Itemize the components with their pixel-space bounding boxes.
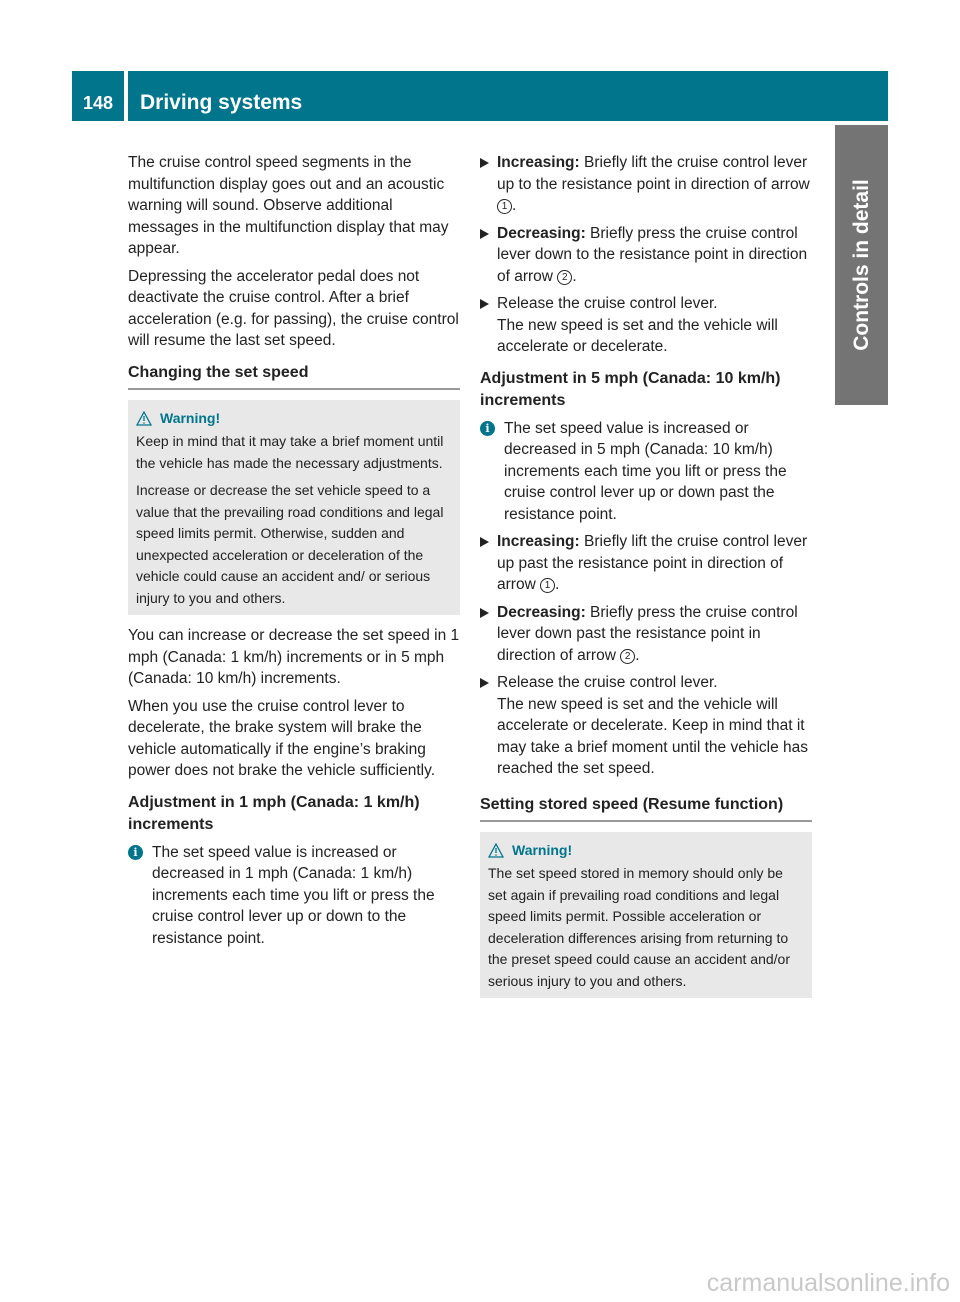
warning-text: The set speed stored in memory should only be set again if prevailing road conditions and legal speed limits permit. Possible acceleration or deceleration differences arising from returning to the preset speed could cause an accident and/or serious injury to you and others. bbox=[488, 865, 790, 989]
step-arrow-icon bbox=[480, 158, 489, 168]
warning-text: Increase or decrease the set vehicle speed to a value that the prevailing road conditions and legal speed limits permit. Otherwise, sudden and unexpected acceleration or deceleration of the vehicle could cause an accident and/ or serious injury to you and others. bbox=[136, 482, 444, 606]
warning-text: Keep in mind that it may take a brief moment until the vehicle has made the necessary adjustments. bbox=[136, 433, 444, 471]
step-end: . bbox=[555, 576, 560, 593]
step-arrow-icon bbox=[480, 299, 489, 309]
header-divider bbox=[124, 71, 128, 121]
subsection-heading: Adjustment in 1 mph (Canada: 1 km/h) increments bbox=[128, 793, 420, 833]
step-text: Briefly lift the cruise control lever up past the resistance point in direction of arrow bbox=[497, 533, 808, 593]
watermark: carmanualsonline.info bbox=[706, 1269, 950, 1297]
info-note bbox=[480, 418, 812, 526]
step-item bbox=[480, 672, 812, 780]
step-label: Decreasing: bbox=[497, 224, 586, 242]
step-item bbox=[480, 293, 812, 358]
step-text: Briefly press the cruise control lever down to the resistance point in direction of arrow bbox=[497, 224, 808, 285]
left-column bbox=[128, 152, 460, 955]
step-end: . bbox=[635, 646, 640, 664]
step-result: The new speed is set and the vehicle will accelerate or decelerate. Keep in mind that it may take a brief moment until the vehicle has reached the set speed. bbox=[497, 695, 809, 777]
section-heading: Changing the set speed bbox=[128, 362, 460, 390]
warning-title bbox=[488, 840, 804, 862]
step-item bbox=[480, 152, 812, 217]
warning-title-text: Warning! bbox=[160, 409, 221, 426]
step-item bbox=[480, 531, 812, 596]
step-arrow-icon bbox=[480, 229, 489, 239]
step-text: Briefly press the cruise control lever down past the resistance point in direction of arrow bbox=[497, 603, 798, 664]
info-note bbox=[128, 842, 460, 950]
info-text: The set speed value is increased or decreased in 5 mph (Canada: 10 km/h) increments each time you lift or press the cruise control lever up or down past the resistance point. bbox=[504, 419, 787, 523]
paragraph: The cruise control speed segments in the multifunction display goes out and an acoustic warning will sound. Observe additional messages in the multifunction display that may appear. bbox=[128, 154, 449, 257]
warning-triangle-icon bbox=[136, 411, 152, 426]
circled-number-icon: 1 bbox=[540, 578, 555, 593]
step-result: The new speed is set and the vehicle will accelerate or decelerate. bbox=[497, 316, 778, 355]
circled-number-icon: 1 bbox=[497, 199, 512, 214]
info-icon: i bbox=[480, 421, 495, 436]
warning-title-text: Warning! bbox=[512, 841, 573, 858]
step-text: Release the cruise control lever. bbox=[497, 295, 718, 312]
step-arrow-icon bbox=[480, 678, 489, 688]
step-item bbox=[480, 223, 812, 288]
step-end: . bbox=[572, 267, 577, 285]
chapter-tab bbox=[835, 125, 888, 405]
circled-number-icon: 2 bbox=[557, 270, 572, 285]
step-arrow-icon bbox=[480, 537, 489, 547]
warning-triangle-icon bbox=[488, 843, 504, 858]
paragraph: When you use the cruise control lever to decelerate, the brake system will brake the vehicle automatically if the engine’s braking power does not brake the vehicle sufficiently. bbox=[128, 697, 436, 779]
step-label: Increasing: bbox=[497, 154, 580, 171]
page-number: 148 bbox=[82, 93, 114, 113]
warning-box bbox=[480, 832, 812, 999]
step-label: Decreasing: bbox=[497, 603, 586, 621]
warning-title bbox=[136, 408, 452, 430]
info-icon: i bbox=[128, 845, 143, 860]
step-item bbox=[480, 602, 812, 667]
chapter-tab-label: Controls in detail bbox=[849, 179, 873, 351]
step-text: Release the cruise control lever. bbox=[497, 674, 718, 691]
paragraph: Depressing the accelerator pedal does not deactivate the cruise control. After a brief acceleration (e.g. for passing), the cruise control will resume the last set speed. bbox=[128, 267, 459, 349]
circled-number-icon: 2 bbox=[620, 649, 635, 664]
right-column bbox=[480, 152, 812, 1008]
step-arrow-icon bbox=[480, 608, 489, 618]
paragraph: You can increase or decrease the set speed in 1 mph (Canada: 1 km/h) increments or in 5 mph (Canada: 10 km/h) increments. bbox=[128, 627, 460, 687]
info-text: The set speed value is increased or decreased in 1 mph (Canada: 1 km/h) increments each time you lift or press the cruise control lever up or down to the resistance point. bbox=[152, 843, 435, 947]
page-header bbox=[72, 71, 888, 121]
step-label: Increasing: bbox=[497, 533, 580, 550]
step-end: . bbox=[512, 197, 517, 214]
section-heading: Setting stored speed (Resume function) bbox=[480, 794, 812, 822]
warning-box bbox=[128, 400, 460, 616]
subsection-heading: Adjustment in 5 mph (Canada: 10 km/h) increments bbox=[480, 369, 781, 409]
step-text: Briefly lift the cruise control lever up to the resistance point in direction of arrow bbox=[497, 154, 810, 193]
section-title: Driving systems bbox=[140, 91, 303, 114]
